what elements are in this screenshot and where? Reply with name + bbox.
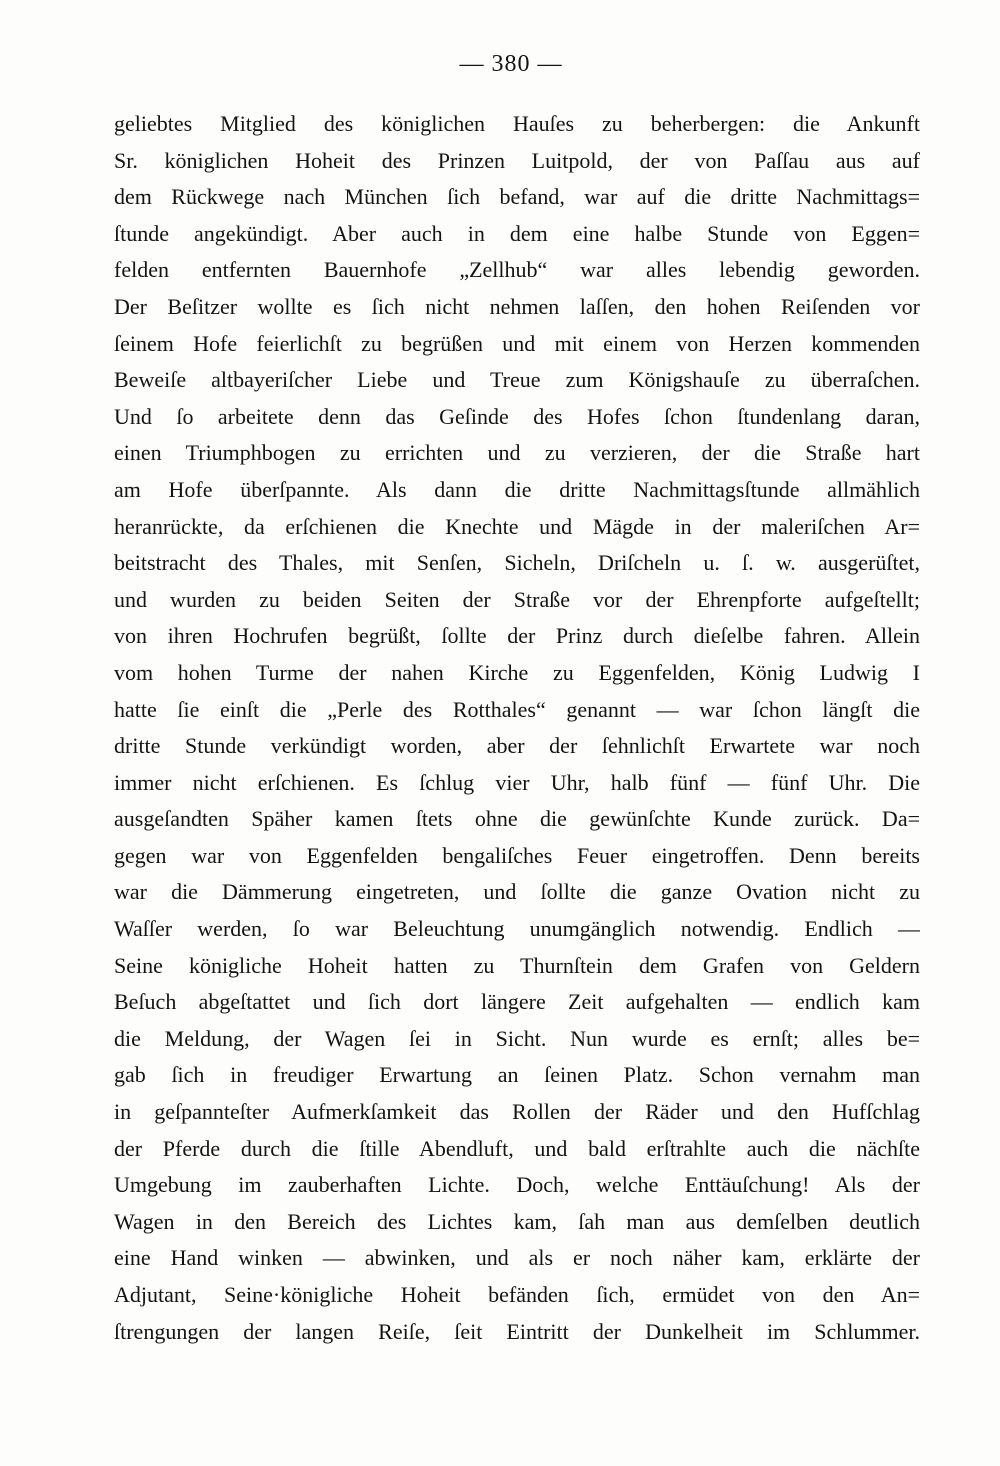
text-line: ausgeſandten Späher kamen ſtets ohne die gewünſchte Kunde zurück. Da= [114, 806, 920, 832]
text-line: Umgebung im zauberhaften Lichte. Doch, welche Enttäuſchung! Als der [114, 1172, 920, 1198]
text-line: von ihren Hochrufen begrüßt, ſollte der Prinz durch dieſelbe fahren. Allein [114, 623, 920, 649]
text-line: gegen war von Eggenfelden bengaliſches Feuer eingetroffen. Denn bereits [114, 842, 920, 868]
text-line: dem Rückwege nach München ſich befand, war auf die dritte Nachmittags= [114, 184, 920, 210]
text-line: dritte Stunde verkündigt worden, aber der ſehnlichſt Erwartete war noch [114, 733, 920, 759]
text-line: war die Dämmerung eingetreten, und ſollte die ganze Ovation nicht zu [114, 879, 920, 905]
text-line: Und ſo arbeitete denn das Geſinde des Hofes ſchon ſtundenlang daran, [114, 403, 920, 429]
text-line: gab ſich in freudiger Erwartung an ſeinen Platz. Schon vernahm man [114, 1062, 920, 1088]
text-line: der Pferde durch die ſtille Abendluft, und bald erſtrahlte auch die nächſte [114, 1135, 920, 1161]
text-line: einen Triumphbogen zu errichten und zu verzieren, der die Straße hart [114, 440, 920, 466]
page-number: — 380 — [459, 51, 563, 77]
text-line: ſtrengungen der langen Reiſe, ſeit Eintritt der Dunkelheit im Schlummer. [114, 1318, 920, 1344]
text-line: Seine königliche Hoheit hatten zu Thurnſtein dem Grafen von Geldern [114, 952, 920, 978]
text-line: Wagen in den Bereich des Lichtes kam, ſah man aus demſelben deutlich [114, 1208, 920, 1234]
text-line: Waſſer werden, ſo war Beleuchtung unumgänglich notwendig. Endlich — [114, 916, 920, 942]
body-text [114, 106, 920, 1350]
text-line: Beſuch abgeſtattet und ſich dort längere Zeit aufgehalten — endlich kam [114, 989, 920, 1015]
text-line: ſtunde angekündigt. Aber auch in dem eine halbe Stunde von Eggen= [114, 220, 920, 246]
text-line: immer nicht erſchienen. Es ſchlug vier Uhr, halb fünf — fünf Uhr. Die [114, 769, 920, 795]
text-line: vom hohen Turme der nahen Kirche zu Eggenfelden, König Ludwig I [114, 659, 920, 685]
text-line: felden entfernten Bauernhofe „Zellhub“ war alles lebendig geworden. [114, 257, 920, 283]
text-line: in geſpannteſter Aufmerkſamkeit das Rollen der Räder und den Hufſchlag [114, 1099, 920, 1125]
text-line: Beweiſe altbayeriſcher Liebe und Treue zum Königshauſe zu überraſchen. [114, 367, 920, 393]
text-line: Adjutant, Seine·königliche Hoheit befänden ſich, ermüdet von den An= [114, 1282, 920, 1307]
text-line: hatte ſie einſt die „Perle des Rotthales“ genannt — war ſchon längſt die [114, 696, 920, 722]
text-line: Sr. königlichen Hoheit des Prinzen Luitpold, der von Paſſau aus auf [114, 147, 920, 173]
text-line: Der Beſitzer wollte es ſich nicht nehmen laſſen, den hohen Reiſenden vor [114, 293, 920, 319]
text-line: die Meldung, der Wagen ſei in Sicht. Nun wurde es ernſt; alles be= [114, 1025, 920, 1051]
text-line: und wurden zu beiden Seiten der Straße vor der Ehrenpforte aufgeſtellt; [114, 586, 920, 612]
text-line: eine Hand winken — abwinken, und als er noch näher kam, erklärte der [114, 1245, 920, 1271]
text-line: heranrückte, da erſchienen die Knechte und Mägde in der maleriſchen Ar= [114, 513, 920, 539]
text-line: am Hofe überſpannte. Als dann die dritte Nachmittagsſtunde allmählich [114, 476, 920, 502]
text-line: ſeinem Hofe feierlichſt zu begrüßen und mit einem von Herzen kommenden [114, 330, 920, 356]
text-line: beitstracht des Thales, mit Senſen, Sicheln, Driſcheln u. ſ. w. ausgerüſtet, [114, 550, 920, 576]
text-line: geliebtes Mitglied des königlichen Hauſes zu beherbergen: die Ankunft [114, 111, 920, 136]
